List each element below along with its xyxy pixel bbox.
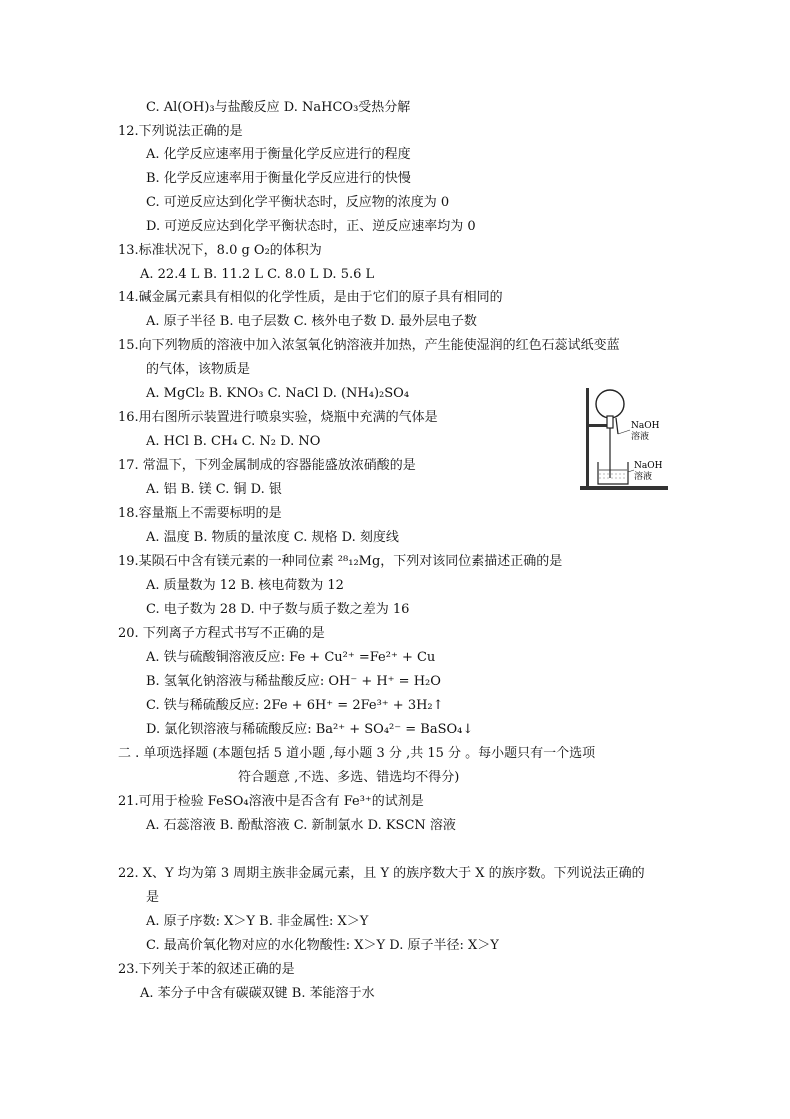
flask-neck <box>607 416 613 428</box>
stand-base <box>580 486 668 490</box>
section-2-heading: 二 . 单项选择题 (本题包括 5 道小题 ,每小题 3 分 ,共 15 分 。每小题只有一个选项 <box>118 746 596 761</box>
question-19-options-cd: C. 电子数为 28 D. 中子数与质子数之差为 16 <box>146 602 410 617</box>
question-22-stem: 22. X、Y 均为第 3 周期主族非金属元素，且 Y 的族序数大于 X 的族序数。下列说法正确的 <box>118 866 645 881</box>
question-13-stem: 13.标准状况下，8.0 g O₂的体积为 <box>118 243 322 258</box>
question-22-options-cd: C. 最高价氧化物对应的水化物酸性: X＞Y D. 原子半径: X＞Y <box>146 938 499 953</box>
question-21-options: A. 石蕊溶液 B. 酚酞溶液 C. 新制氯水 D. KSCN 溶液 <box>146 818 456 833</box>
question-23-options-ab: A. 苯分子中含有碳碳双键 B. 苯能溶于水 <box>140 986 375 1001</box>
question-23-stem: 23.下列关于苯的叙述正确的是 <box>118 962 295 977</box>
question-22-options-ab: A. 原子序数: X＞Y B. 非金属性: X＞Y <box>146 914 369 929</box>
question-16-options: A. HCl B. CH₄ C. N₂ D. NO <box>146 434 321 449</box>
question-20-option-d: D. 氯化钡溶液与稀硫酸反应: Ba²⁺ + SO₄²⁻ = BaSO₄↓ <box>146 722 474 737</box>
question-20-option-c: C. 铁与稀硫酸反应: 2Fe + 6H⁺ = 2Fe³⁺ + 3H₂↑ <box>146 698 444 713</box>
round-flask <box>596 390 624 418</box>
question-22-stem-cont: 是 <box>146 890 160 905</box>
question-12-option-a: A. 化学反应速率用于衡量化学反应进行的程度 <box>146 147 411 162</box>
question-15-options: A. MgCl₂ B. KNO₃ C. NaCl D. (NH₄)₂SO₄ <box>146 386 410 401</box>
stand-rod <box>586 388 589 486</box>
question-15-stem-cont: 的气体，该物质是 <box>146 362 251 377</box>
question-12-stem: 12.下列说法正确的是 <box>118 124 243 139</box>
beaker <box>598 462 628 484</box>
question-19-options-ab: A. 质量数为 12 B. 核电荷数为 12 <box>146 578 344 593</box>
question-12-option-c: C. 可逆反应达到化学平衡状态时，反应物的浓度为 0 <box>146 195 450 210</box>
fountain-apparatus-figure <box>578 382 670 492</box>
label-solution-top: 溶液 <box>631 432 650 442</box>
dropper <box>616 418 618 434</box>
label-solution-bottom: 溶液 <box>634 472 653 482</box>
question-21-stem: 21.可用于检验 FeSO₄溶液中是否含有 Fe³⁺的试剂是 <box>118 794 424 809</box>
question-15-stem: 15.向下列物质的溶液中加入浓氢氧化钠溶液并加热，产生能使湿润的红色石蕊试纸变蓝 <box>118 338 620 353</box>
question-17-stem: 17. 常温下，下列金属制成的容器能盛放浓硝酸的是 <box>118 458 416 473</box>
label-naoh-top: NaOH <box>631 421 660 431</box>
question-17-options: A. 铝 B. 镁 C. 铜 D. 银 <box>146 482 282 497</box>
question-16-stem: 16.用右图所示装置进行喷泉实验，烧瓶中充满的气体是 <box>118 410 438 425</box>
question-14-options: A. 原子半径 B. 电子层数 C. 核外电子数 D. 最外层电子数 <box>146 314 477 329</box>
question-11-options-cd: C. Al(OH)₃与盐酸反应 D. NaHCO₃受热分解 <box>146 100 411 115</box>
label-naoh-bottom: NaOH <box>634 461 663 471</box>
question-12-option-d: D. 可逆反应达到化学平衡状态时，正、逆反应速率均为 0 <box>146 219 476 234</box>
question-20-option-a: A. 铁与硫酸铜溶液反应: Fe + Cu²⁺ =Fe²⁺ + Cu <box>146 650 436 665</box>
question-19-stem: 19.某陨石中含有镁元素的一种同位素 ²⁸₁₂Mg，下列对该同位素描述正确的是 <box>118 554 563 569</box>
question-13-options: A. 22.4 L B. 11.2 L C. 8.0 L D. 5.6 L <box>140 267 375 282</box>
question-12-option-b: B. 化学反应速率用于衡量化学反应进行的快慢 <box>146 171 411 186</box>
question-18-stem: 18.容量瓶上不需要标明的是 <box>118 506 282 521</box>
question-14-stem: 14.碱金属元素具有相似的化学性质，是由于它们的原子具有相同的 <box>118 290 503 305</box>
pointer-line-top <box>618 430 630 434</box>
question-20-stem: 20. 下列离子方程式书写不正确的是 <box>118 626 325 641</box>
section-2-heading-cont: 符合题意 ,不选、多选、错选均不得分) <box>238 770 460 785</box>
question-20-option-b: B. 氢氧化钠溶液与稀盐酸反应: OH⁻ + H⁺ = H₂O <box>146 674 441 689</box>
question-18-options: A. 温度 B. 物质的量浓度 C. 规格 D. 刻度线 <box>146 530 399 545</box>
